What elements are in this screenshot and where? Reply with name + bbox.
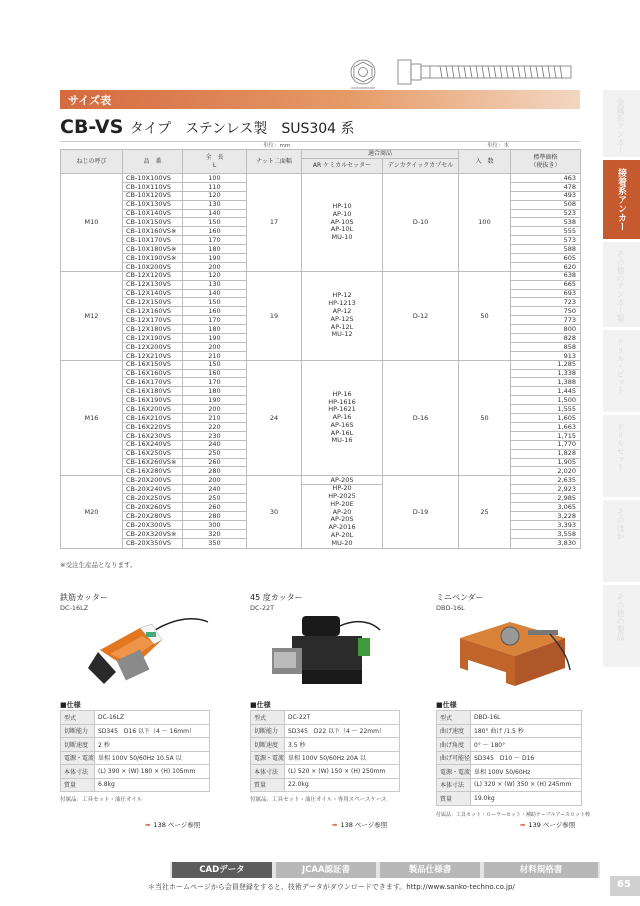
header-thread: ねじの呼び	[61, 150, 123, 174]
spec-key: 型式	[437, 711, 471, 725]
price-cell: 665	[511, 280, 581, 289]
price-cell: 620	[511, 262, 581, 271]
length-cell: 260	[183, 503, 247, 512]
page-number: 65	[617, 879, 631, 890]
spec-value: 22.0kg	[285, 778, 400, 792]
denka-compatible-cell: D-19	[383, 476, 459, 548]
price-cell: 913	[511, 351, 581, 360]
tool-1-model: DC-16LZ	[60, 604, 89, 612]
spec-key: 切断速度	[61, 738, 95, 752]
price-cell: 3,393	[511, 521, 581, 530]
spec-row	[437, 711, 582, 725]
length-cell: 160	[183, 369, 247, 378]
length-cell: 350	[183, 539, 247, 548]
size-table-body	[61, 174, 581, 549]
length-cell: 160	[183, 307, 247, 316]
price-cell: 1,663	[511, 422, 581, 431]
price-cell: 538	[511, 218, 581, 227]
spec-row	[61, 778, 210, 792]
thread-size-cell: M12	[61, 271, 123, 360]
length-cell: 120	[183, 271, 247, 280]
length-cell: 180	[183, 325, 247, 334]
table-row	[61, 476, 581, 485]
part-number-cell: CB-10X100VS	[123, 174, 183, 183]
spec-value: 180° 曲げ /1.5 秒	[471, 724, 582, 738]
table-row	[61, 360, 581, 369]
length-cell: 190	[183, 396, 247, 405]
part-number-cell: CB-10X110VS	[123, 182, 183, 191]
price-cell: 1,715	[511, 431, 581, 440]
price-cell: 478	[511, 182, 581, 191]
product-title	[60, 116, 355, 138]
part-number-cell: CB-16X180VS	[123, 387, 183, 396]
spec-key: 電源・電流	[61, 751, 95, 765]
arrow-right-icon: ➡	[520, 821, 526, 829]
length-cell: 170	[183, 378, 247, 387]
price-cell: 573	[511, 236, 581, 245]
part-number-cell: CB-16X220VS	[123, 422, 183, 431]
spec-value: 単相 100V 50/60Hz 10.5A 以	[95, 751, 210, 765]
mini-bender-image	[450, 608, 575, 693]
side-tab-4[interactable]	[603, 330, 640, 413]
price-cell: 3,558	[511, 530, 581, 539]
price-cell: 605	[511, 254, 581, 263]
price-cell: 1,905	[511, 458, 581, 467]
spec-key: 質量	[61, 778, 95, 792]
length-cell: 230	[183, 431, 247, 440]
part-number-cell: CB-10X160VS※	[123, 227, 183, 236]
length-cell: 150	[183, 218, 247, 227]
spec-value: SD345 D10 ～ D16	[471, 751, 582, 765]
spec-row	[437, 792, 582, 806]
header-price: 標準価格 （税抜き）	[511, 150, 581, 174]
spec-value: DBD-16L	[471, 711, 582, 725]
length-cell: 130	[183, 200, 247, 209]
length-cell: 220	[183, 422, 247, 431]
length-cell: 200	[183, 476, 247, 485]
rebar-cutter-image	[80, 610, 210, 690]
length-cell: 320	[183, 530, 247, 539]
price-cell: 3,228	[511, 512, 581, 521]
spec-row	[251, 751, 400, 765]
part-number-cell: CB-12X180VS	[123, 325, 183, 334]
side-tab-5[interactable]	[603, 415, 640, 498]
length-cell: 260	[183, 458, 247, 467]
part-number-cell: CB-16X190VS	[123, 396, 183, 405]
price-cell: 1,500	[511, 396, 581, 405]
quantity-cell: 25	[459, 476, 511, 548]
length-cell: 150	[183, 360, 247, 369]
spec-key: 本体寸法	[251, 765, 285, 779]
price-cell: 1,445	[511, 387, 581, 396]
length-cell: 110	[183, 182, 247, 191]
tool-1-spec-heading: ■仕様	[60, 701, 81, 709]
side-tab-6[interactable]	[603, 500, 640, 583]
part-number-cell: CB-16X250VS	[123, 449, 183, 458]
part-number-cell: CB-12X160VS	[123, 307, 183, 316]
part-number-cell: CB-12X140VS	[123, 289, 183, 298]
side-tab-1[interactable]	[603, 90, 640, 158]
spec-row	[437, 724, 582, 738]
tool-1-spec-table	[60, 710, 210, 792]
ar-compatible-cell: HP-12 HP-1213 AP-12 AP-12S AP-12L MU-12	[302, 271, 383, 360]
product-series: CB-VS	[60, 116, 124, 138]
part-number-cell: CB-10X180VS※	[123, 245, 183, 254]
tool-2-accessories: 付属品：工具セット・油圧オイル・専用スペースケース	[250, 797, 387, 803]
length-cell: 240	[183, 440, 247, 449]
spec-row	[251, 724, 400, 738]
price-cell: 800	[511, 325, 581, 334]
spec-row	[437, 751, 582, 765]
price-cell: 2,923	[511, 485, 581, 494]
spec-key: 本体寸法	[61, 765, 95, 779]
product-subtitle: タイプ ステンレス製 SUS304 系	[129, 121, 355, 137]
tool-2-page-ref[interactable]	[332, 820, 387, 829]
part-number-cell: CB-10X140VS	[123, 209, 183, 218]
header-part: 品 番	[123, 150, 183, 174]
price-cell: 828	[511, 334, 581, 343]
footnote: ※受注生産品となります。	[60, 561, 137, 569]
side-tab-label: ドリル・ビット	[616, 338, 625, 394]
price-cell: 858	[511, 342, 581, 351]
spec-row	[251, 738, 400, 752]
thread-size-cell: M20	[61, 476, 123, 548]
length-cell: 200	[183, 262, 247, 271]
spec-row	[251, 778, 400, 792]
tool-1-name: 鉄筋カッター	[60, 593, 108, 602]
part-number-cell: CB-16X230VS	[123, 431, 183, 440]
length-cell: 210	[183, 414, 247, 423]
price-cell: 588	[511, 245, 581, 254]
part-number-cell: CB-10X200VS	[123, 262, 183, 271]
nut-width-cell: 24	[247, 360, 302, 476]
price-cell: 750	[511, 307, 581, 316]
spec-value: SD345 D22 以下（4 ～ 22mm）	[285, 724, 400, 738]
part-number-cell: CB-12X190VS	[123, 334, 183, 343]
tool-1-page-ref[interactable]	[145, 820, 200, 829]
length-cell: 140	[183, 209, 247, 218]
spec-row	[61, 751, 210, 765]
header-length: 全 長 L	[183, 150, 247, 174]
price-cell: 1,285	[511, 360, 581, 369]
length-cell: 180	[183, 387, 247, 396]
tool-3-name: ミニベンダー	[436, 593, 484, 602]
unit-mm-note: 単位：mm	[263, 143, 291, 149]
price-cell: 493	[511, 191, 581, 200]
price-cell: 3,065	[511, 503, 581, 512]
tool-3-accessories: 付属品：工具セット・ローラーセット・補助テーブルアースロット棒	[436, 812, 590, 818]
side-tab-label: そのほか	[616, 508, 625, 540]
length-cell: 160	[183, 227, 247, 236]
part-number-cell: CB-16X150VS	[123, 360, 183, 369]
spec-key: 曲げ角度	[437, 738, 471, 752]
price-cell: 463	[511, 174, 581, 183]
page-number-box	[610, 876, 640, 896]
quantity-cell: 100	[459, 174, 511, 272]
spec-row	[437, 765, 582, 779]
nut-width-cell: 19	[247, 271, 302, 360]
tool-1-page-ref-label: 138 ページ参照	[153, 821, 201, 829]
spec-value: 0° ～ 180°	[471, 738, 582, 752]
part-number-cell: CB-10X120VS	[123, 191, 183, 200]
tab-jcaa-certificate[interactable]: JCAA認証書	[276, 862, 376, 878]
price-cell: 773	[511, 316, 581, 325]
tool-3-model: DBD-16L	[436, 604, 465, 612]
side-tab-label: 金属系アンカー	[616, 98, 625, 154]
length-cell: 130	[183, 280, 247, 289]
spec-value: 3.5 秒	[285, 738, 400, 752]
length-cell: 250	[183, 494, 247, 503]
length-cell: 170	[183, 236, 247, 245]
tab-material-standard[interactable]: 材料規格書	[484, 862, 598, 878]
spec-value: DC-22T	[285, 711, 400, 725]
spec-key: 質量	[251, 778, 285, 792]
part-number-cell: CB-12X120VS	[123, 271, 183, 280]
spec-key: 切断能力	[251, 724, 285, 738]
denka-compatible-cell: D-12	[383, 271, 459, 360]
price-cell: 1,338	[511, 369, 581, 378]
bottom-note: ＊当社ホームページから会員登録をすると、技術データがダウンロードできます。http://www.sanko-techno.co.jp/	[148, 883, 515, 891]
spec-key: 型式	[251, 711, 285, 725]
tool-3-page-ref-label: 139 ページ参照	[528, 821, 576, 829]
header-qty: 入 数	[459, 150, 511, 174]
arrow-right-icon: ➡	[332, 821, 338, 829]
tool-3-page-ref[interactable]	[520, 820, 575, 829]
header-denka: デンカクイックカプセル	[383, 159, 459, 174]
table-row	[61, 271, 581, 280]
price-cell: 2,635	[511, 476, 581, 485]
quantity-cell: 50	[459, 360, 511, 476]
part-number-cell: CB-16X170VS	[123, 378, 183, 387]
spec-value: (L) 390 × (W) 180 × (H) 105mm	[95, 765, 210, 779]
length-cell: 150	[183, 298, 247, 307]
length-cell: 200	[183, 342, 247, 351]
length-cell: 210	[183, 351, 247, 360]
spec-key: 電源・電流	[251, 751, 285, 765]
part-number-cell: CB-16X260VS※	[123, 458, 183, 467]
part-number-cell: CB-12X150VS	[123, 298, 183, 307]
price-cell: 523	[511, 209, 581, 218]
tool-3-spec-heading: ■仕様	[436, 701, 457, 709]
length-cell: 120	[183, 191, 247, 200]
price-cell: 1,555	[511, 405, 581, 414]
tab-cad-data[interactable]: CADデータ	[172, 862, 272, 878]
price-cell: 638	[511, 271, 581, 280]
price-cell: 2,985	[511, 494, 581, 503]
length-cell: 170	[183, 316, 247, 325]
part-number-cell: CB-16X200VS	[123, 405, 183, 414]
spec-row	[61, 711, 210, 725]
part-number-cell: CB-16X280VS	[123, 467, 183, 476]
tool-2-model: DC-22T	[250, 604, 275, 612]
price-cell: 2,020	[511, 467, 581, 476]
price-cell: 1,770	[511, 440, 581, 449]
table-row	[61, 174, 581, 183]
part-number-cell: CB-20X300VS	[123, 521, 183, 530]
spec-value: 19.0kg	[471, 792, 582, 806]
length-cell: 250	[183, 449, 247, 458]
nut-width-cell: 30	[247, 476, 302, 548]
nut-width-cell: 17	[247, 174, 302, 272]
length-cell: 280	[183, 467, 247, 476]
thread-size-cell: M16	[61, 360, 123, 476]
denka-compatible-cell: D-10	[383, 174, 459, 272]
part-number-cell: CB-12X170VS	[123, 316, 183, 325]
spec-value: SD345 D16 以下（4 ～ 16mm）	[95, 724, 210, 738]
spec-row	[251, 711, 400, 725]
price-cell: 3,830	[511, 539, 581, 548]
length-cell: 240	[183, 485, 247, 494]
length-cell: 200	[183, 405, 247, 414]
side-tab-7[interactable]	[603, 585, 640, 668]
size-table	[60, 149, 581, 549]
part-number-cell: CB-20X250VS	[123, 494, 183, 503]
side-tab-label: ドリルセット	[616, 423, 625, 471]
header-ar: AR ケミカルセッター	[302, 159, 383, 174]
spec-row	[61, 724, 210, 738]
tool-3-spec-table	[436, 710, 582, 806]
part-number-cell: CB-16X160VS	[123, 369, 183, 378]
spec-value: (L) 520 × (W) 150 × (H) 250mm	[285, 765, 400, 779]
spec-row	[437, 738, 582, 752]
side-tab-label: 接着系アンカー	[616, 168, 626, 231]
header-compatible: 適合商品	[302, 150, 459, 159]
spec-key: 切断速度	[251, 738, 285, 752]
side-tab-2[interactable]	[603, 160, 640, 240]
price-cell: 555	[511, 227, 581, 236]
tab-product-spec[interactable]: 製品仕様書	[380, 862, 480, 878]
arrow-right-icon: ➡	[145, 821, 151, 829]
ar-compatible-top-cell: AP-20S	[302, 476, 383, 485]
spec-row	[251, 765, 400, 779]
spec-key: 電源・電流	[437, 765, 471, 779]
section-bar	[60, 90, 580, 109]
spec-value: 6.8kg	[95, 778, 210, 792]
spec-key: 質量	[437, 792, 471, 806]
ar-compatible-cell: HP-20 HP-2025 HP-20E AP-20 AP-20S AP-2016 AP-20L MU-20	[302, 485, 383, 548]
part-number-cell: CB-20X200VS	[123, 476, 183, 485]
spec-key: 切断能力	[61, 724, 95, 738]
spec-value: 単相 100V 50/60Hz 20A 以	[285, 751, 400, 765]
unit-pieces-note: 単位：本	[487, 143, 510, 149]
part-number-cell: CB-16X240VS	[123, 440, 183, 449]
price-cell: 1,388	[511, 378, 581, 387]
tool-2-page-ref-label: 138 ページ参照	[340, 821, 388, 829]
tool-2-spec-heading: ■仕様	[250, 701, 271, 709]
section-label: サイズ表	[68, 94, 112, 107]
tool-2-name: 45 度カッター	[250, 593, 303, 602]
spec-row	[61, 738, 210, 752]
spec-value: DC-16LZ	[95, 711, 210, 725]
quantity-cell: 50	[459, 271, 511, 360]
tool-2-spec-table	[250, 710, 400, 792]
part-number-cell: CB-16X210VS	[123, 414, 183, 423]
spec-key: 本体寸法	[437, 778, 471, 792]
angle-cutter-image	[262, 608, 382, 693]
length-cell: 100	[183, 174, 247, 183]
part-number-cell: CB-20X260VS	[123, 503, 183, 512]
header-nut: ナット二面幅	[247, 150, 302, 174]
part-number-cell: CB-12X210VS	[123, 351, 183, 360]
spec-key: 曲げ可能径	[437, 751, 471, 765]
part-number-cell: CB-10X170VS	[123, 236, 183, 245]
length-cell: 190	[183, 334, 247, 343]
ar-compatible-cell: HP-10 AP-10 AP-10S AP-10L MU-10	[302, 174, 383, 272]
spec-row	[61, 765, 210, 779]
length-cell: 300	[183, 521, 247, 530]
side-tab-label: その他の製品	[616, 593, 625, 641]
part-number-cell: CB-12X200VS	[123, 342, 183, 351]
price-cell: 693	[511, 289, 581, 298]
part-number-cell: CB-20X320VS※	[123, 530, 183, 539]
price-cell: 1,605	[511, 414, 581, 423]
part-number-cell: CB-10X190VS※	[123, 254, 183, 263]
length-cell: 190	[183, 254, 247, 263]
spec-row	[437, 778, 582, 792]
tool-1-accessories: 付属品：工具セット・油圧オイル	[60, 797, 143, 803]
length-cell: 280	[183, 512, 247, 521]
part-number-cell: CB-10X150VS	[123, 218, 183, 227]
spec-value: 2 秒	[95, 738, 210, 752]
price-cell: 1,828	[511, 449, 581, 458]
side-tab-3[interactable]	[603, 242, 640, 328]
spec-key: 曲げ速度	[437, 724, 471, 738]
part-number-cell: CB-12X130VS	[123, 280, 183, 289]
part-number-cell: CB-20X350VS	[123, 539, 183, 548]
part-number-cell: CB-10X130VS	[123, 200, 183, 209]
part-number-cell: CB-20X280VS	[123, 512, 183, 521]
side-tab-label: その他のアンカー類	[616, 250, 625, 322]
spec-value: (L) 320 × (W) 350 × (H) 245mm	[471, 778, 582, 792]
thread-size-cell: M10	[61, 174, 123, 272]
part-number-cell: CB-20X240VS	[123, 485, 183, 494]
denka-compatible-cell: D-16	[383, 360, 459, 476]
length-cell: 140	[183, 289, 247, 298]
spec-key: 型式	[61, 711, 95, 725]
ar-compatible-cell: HP-16 HP-1616 HP-1621 AP-16 AP-16S AP-16L MU-16	[302, 360, 383, 476]
price-cell: 508	[511, 200, 581, 209]
spec-value: 単相 100V 50/60Hz	[471, 765, 582, 779]
length-cell: 180	[183, 245, 247, 254]
price-cell: 723	[511, 298, 581, 307]
